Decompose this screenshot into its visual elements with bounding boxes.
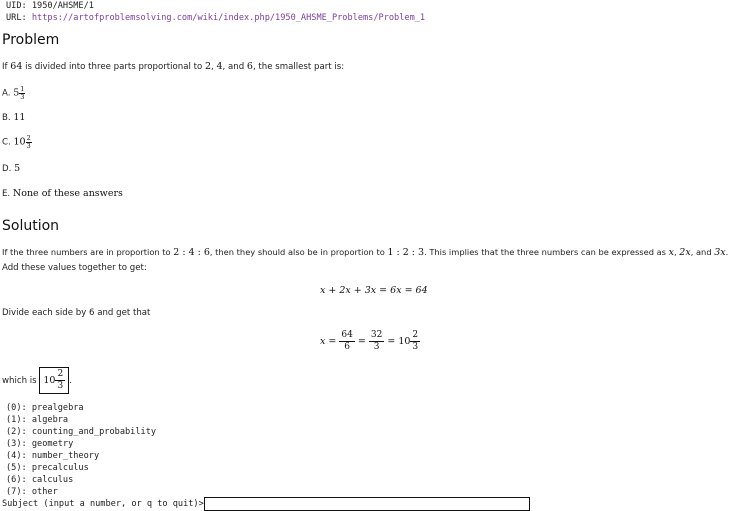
sol-text: , and: [690, 247, 715, 257]
answer-fraction: [55, 369, 65, 392]
fraction: [19, 86, 25, 100]
choice-b: [2, 112, 25, 123]
url-label: URL:: [6, 13, 32, 23]
denominator: 3: [20, 92, 25, 101]
subject-prompt-label: Subject (input a number, or q to quit)>: [2, 499, 204, 509]
answer-whole: 10: [43, 375, 56, 386]
math-ratio-123: 1 : 2 : 3: [387, 247, 425, 258]
choice-c: [2, 135, 32, 149]
answer-line: [2, 367, 72, 394]
sol-text: ,: [674, 247, 680, 257]
choice-value: None of these answers: [12, 188, 123, 199]
denominator: 3: [57, 381, 64, 391]
sol-text: , then they should also be in proportion to: [209, 247, 388, 257]
answer-intro: which is: [2, 376, 40, 386]
choice-value: 5: [13, 87, 20, 99]
choice-label: C.: [2, 137, 14, 148]
math-ratio-246: 2 : 4 : 6: [173, 247, 210, 258]
subject-item: (2): counting_and_probability: [6, 427, 157, 437]
math-x: x: [668, 247, 675, 258]
solution-paragraph-1: [2, 247, 728, 258]
fraction-64-6: [339, 330, 354, 353]
answer-period: .: [69, 376, 72, 386]
solution-paragraph-3: Divide each side by 6 and get that: [2, 308, 151, 318]
subject-item: (0): prealgebra: [6, 403, 84, 413]
eq-result: = 10: [387, 336, 411, 347]
choice-value: 11: [13, 112, 26, 123]
math-3x: 3x: [714, 247, 726, 258]
equation-sum: x + 2x + 3x = 6x = 64: [320, 285, 428, 296]
solution-paragraph-2: Add these values together to get:: [2, 263, 147, 273]
choice-label: A.: [2, 88, 14, 99]
subject-input[interactable]: [204, 497, 530, 511]
choice-value: 10: [13, 136, 26, 148]
numerator: 2: [412, 330, 419, 340]
sol-text: If the three numbers are in proportion to: [2, 247, 174, 257]
stmt-text: is divided into three parts proportional to: [22, 62, 205, 72]
choice-value: 5: [14, 163, 21, 174]
choice-e: [2, 188, 123, 199]
denominator: 6: [344, 342, 350, 352]
solution-heading: Solution: [2, 218, 60, 234]
boxed-answer: [39, 367, 69, 394]
fraction-2-3: [410, 330, 420, 353]
denominator: 3: [26, 141, 31, 150]
fraction: [26, 135, 32, 149]
stmt-text: ,: [211, 62, 217, 72]
subject-item: (4): number_theory: [6, 451, 100, 461]
choice-a: [2, 86, 25, 100]
stmt-text: , the smallest part is:: [252, 62, 345, 72]
numerator: 32: [370, 330, 383, 340]
math-4: 4: [216, 61, 223, 72]
problem-statement: [2, 61, 344, 72]
problem-url-link[interactable]: https://artofproblemsolving.com/wiki/index.php/1950_AHSME_Problems/Problem_1: [31, 13, 426, 23]
math-64: 64: [10, 61, 23, 72]
denominator: 3: [373, 342, 380, 352]
sol-text: . This implies that the three numbers can be expressed as: [424, 247, 669, 257]
numerator: 64: [341, 330, 353, 340]
denominator: 3: [412, 342, 419, 352]
sol-text: .: [725, 247, 729, 257]
problem-heading: Problem: [2, 32, 60, 48]
numerator: 2: [57, 369, 64, 379]
subject-item: (6): calculus: [6, 475, 74, 485]
eq-lhs: x =: [320, 336, 337, 347]
url-line: [6, 13, 425, 23]
choice-label: B.: [2, 113, 14, 123]
numerator: 2: [26, 134, 31, 142]
uid-line: UID: 1950/AHSME/1: [6, 1, 94, 11]
eq-sign: =: [357, 336, 366, 347]
subject-item: (5): precalculus: [6, 463, 89, 473]
fraction-32-3: [369, 330, 384, 353]
stmt-text: , and: [222, 62, 247, 72]
equation-divide: [320, 330, 420, 353]
choice-label: D.: [2, 164, 15, 174]
stmt-text: If: [2, 62, 11, 72]
math-2: 2: [204, 61, 212, 72]
subject-item: (1): algebra: [6, 415, 69, 425]
subject-item: (3): geometry: [6, 439, 74, 449]
numerator: 1: [20, 85, 25, 93]
choice-label: E.: [2, 189, 13, 199]
subject-item: (7): other: [6, 487, 58, 497]
math-6: 6: [246, 61, 253, 72]
choice-d: [2, 163, 20, 174]
math-2x: 2x: [679, 247, 691, 258]
